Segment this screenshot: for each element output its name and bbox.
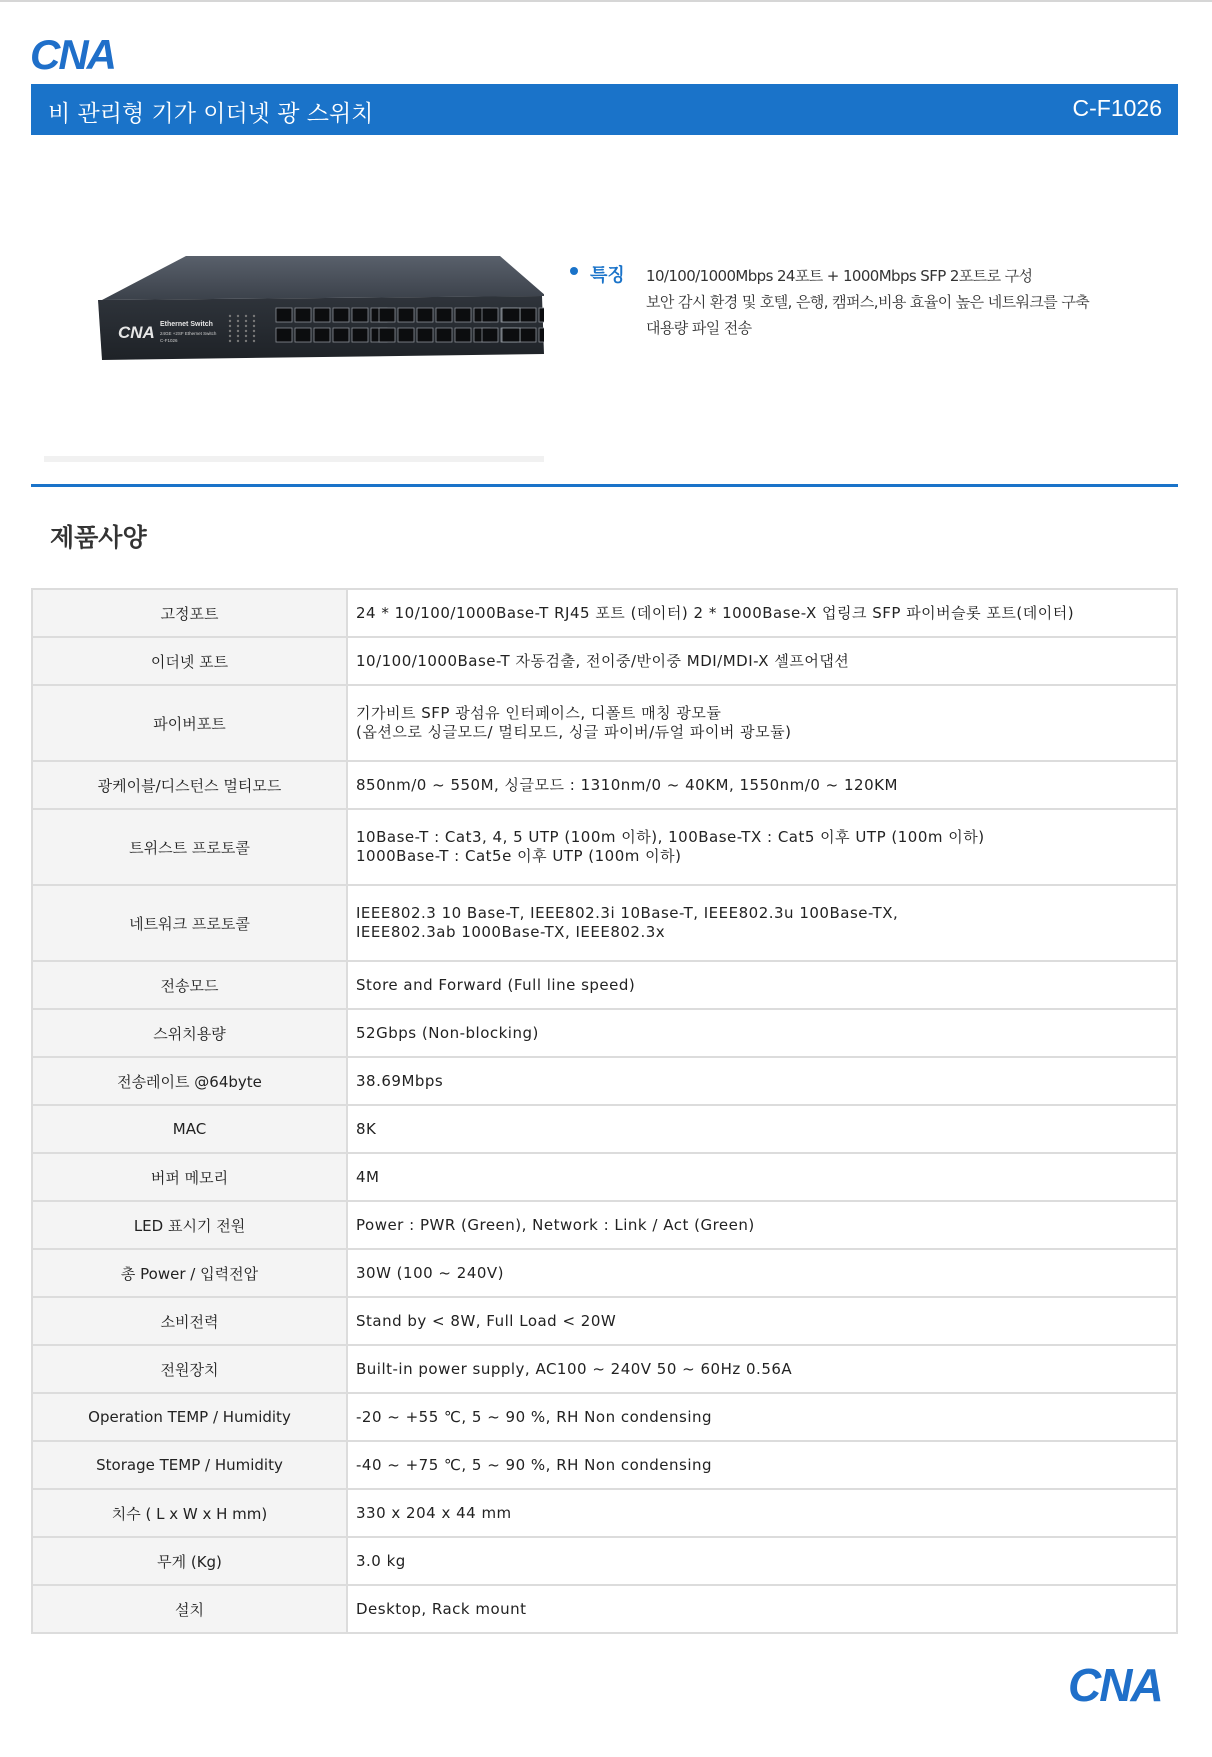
led-indicator	[237, 330, 239, 332]
spec-key: 트위스트 프로토콜	[32, 809, 347, 885]
table-row	[32, 1057, 1177, 1105]
led-indicator	[229, 330, 231, 332]
rj45-port	[379, 308, 395, 322]
led-indicator	[245, 340, 247, 342]
spec-value: 10/100/1000Base-T 자동검출, 전이중/반이중 MDI/MDI-X 셀프어댑션	[347, 637, 1177, 685]
led-indicator	[229, 325, 231, 327]
rj45-port	[295, 328, 311, 342]
rj45-port	[333, 308, 349, 322]
spec-value: 52Gbps (Non-blocking)	[347, 1009, 1177, 1057]
led-indicator	[253, 335, 255, 337]
table-row	[32, 961, 1177, 1009]
spec-value: Desktop, Rack mount	[347, 1585, 1177, 1633]
rj45-port	[436, 308, 452, 322]
rj45-port	[352, 328, 368, 342]
table-row	[32, 1345, 1177, 1393]
spec-section-title: 제품사양	[50, 523, 147, 552]
table-row	[32, 1537, 1177, 1585]
led-indicator	[237, 315, 239, 317]
spec-value: 8K	[347, 1105, 1177, 1153]
led-indicator	[237, 320, 239, 322]
rj45-port	[482, 308, 498, 322]
rj45-port	[314, 328, 330, 342]
spec-value: 4M	[347, 1153, 1177, 1201]
led-indicator	[245, 325, 247, 327]
led-indicator	[253, 320, 255, 322]
spec-key: 전원장치	[32, 1345, 347, 1393]
spec-key: 무게 (Kg)	[32, 1537, 347, 1585]
rj45-port	[352, 308, 368, 322]
table-row	[32, 1153, 1177, 1201]
spec-key: 소비전력	[32, 1297, 347, 1345]
spec-value: 330 x 204 x 44 mm	[347, 1489, 1177, 1537]
rj45-port	[276, 328, 292, 342]
table-row	[32, 1441, 1177, 1489]
table-row	[32, 1201, 1177, 1249]
spec-key: 파이버포트	[32, 685, 347, 761]
spec-value: 850nm/0 ~ 550M, 싱글모드 : 1310nm/0 ~ 40KM, 1550nm/0 ~ 120KM	[347, 761, 1177, 809]
table-row	[32, 1297, 1177, 1345]
rj45-port	[482, 328, 498, 342]
product-title: 비 관리형 기가 이더넷 광 스위치	[48, 101, 374, 127]
rj45-port	[455, 308, 471, 322]
rj45-port	[295, 308, 311, 322]
table-row	[32, 1585, 1177, 1633]
spec-value: 기가비트 SFP 광섬유 인터페이스, 디폴트 매칭 광모듈 (옵션으로 싱글모드/ 멀티모드, 싱글 파이버/듀얼 파이버 광모듈)	[347, 685, 1177, 761]
section-divider	[31, 484, 1178, 487]
spec-value: IEEE802.3 10 Base-T, IEEE802.3i 10Base-T, IEEE802.3u 100Base-TX, IEEE802.3ab 1000Base-TX, IEEE802.3x	[347, 885, 1177, 961]
spec-key: 네트워크 프로토콜	[32, 885, 347, 961]
led-indicator	[229, 315, 231, 317]
rj45-port	[276, 308, 292, 322]
spec-key: 설치	[32, 1585, 347, 1633]
rj45-port	[417, 308, 433, 322]
led-indicator	[245, 330, 247, 332]
rj45-port	[398, 308, 414, 322]
spec-value: 24 * 10/100/1000Base-T RJ45 포트 (데이터) 2 * 1000Base-X 업링크 SFP 파이버슬롯 포트(데이터)	[347, 589, 1177, 637]
spec-value: -20 ~ +55 ℃, 5 ~ 90 %, RH Non condensing	[347, 1393, 1177, 1441]
image-shadow	[44, 456, 544, 462]
led-indicator	[237, 325, 239, 327]
spec-value: Power : PWR (Green), Network : Link / Act (Green)	[347, 1201, 1177, 1249]
features-label: 특징	[590, 265, 625, 286]
table-row	[32, 685, 1177, 761]
rj45-port	[398, 328, 414, 342]
table-row	[32, 1489, 1177, 1537]
spec-key: 이더넷 포트	[32, 637, 347, 685]
rj45-port	[539, 308, 544, 322]
footer-logo: CNA	[1068, 1659, 1162, 1711]
spec-table	[31, 588, 1178, 1634]
rj45-port	[539, 328, 544, 342]
led-indicator	[253, 330, 255, 332]
switch-logo: CNA	[118, 323, 155, 342]
top-rule	[0, 0, 1212, 2]
spec-value: 3.0 kg	[347, 1537, 1177, 1585]
led-indicator	[229, 340, 231, 342]
table-row	[32, 885, 1177, 961]
rj45-port	[455, 328, 471, 342]
table-row	[32, 1105, 1177, 1153]
led-indicator	[237, 335, 239, 337]
spec-value: Store and Forward (Full line speed)	[347, 961, 1177, 1009]
led-indicator	[229, 335, 231, 337]
spec-key: 고정포트	[32, 589, 347, 637]
led-indicator	[245, 320, 247, 322]
spec-value: 38.69Mbps	[347, 1057, 1177, 1105]
table-row	[32, 1249, 1177, 1297]
product-model: C-F1026	[1072, 95, 1162, 121]
spec-key: LED 표시기 전원	[32, 1201, 347, 1249]
features-lines	[646, 263, 1089, 341]
rj45-port	[333, 328, 349, 342]
rj45-port	[520, 328, 536, 342]
spec-key: 전송모드	[32, 961, 347, 1009]
feature-bullet	[570, 267, 578, 275]
rj45-port	[379, 328, 395, 342]
feature-line: 10/100/1000Mbps 24포트 + 1000Mbps SFP 2포트로 구성	[646, 267, 1033, 285]
spec-key: 버퍼 메모리	[32, 1153, 347, 1201]
led-indicator	[245, 335, 247, 337]
table-row	[32, 761, 1177, 809]
led-indicator	[237, 340, 239, 342]
spec-key: 치수 ( L x W x H mm)	[32, 1489, 347, 1537]
rj45-port	[436, 328, 452, 342]
spec-value: Built-in power supply, AC100 ~ 240V 50 ~ 60Hz 0.56A	[347, 1345, 1177, 1393]
spec-key: 스위치용량	[32, 1009, 347, 1057]
rj45-port	[314, 308, 330, 322]
spec-key: MAC	[32, 1105, 347, 1153]
spec-key: 전송레이트 @64byte	[32, 1057, 347, 1105]
spec-key: 총 Power / 입력전압	[32, 1249, 347, 1297]
brand-logo: CNA	[30, 31, 115, 78]
table-row	[32, 589, 1177, 637]
sfp-port	[502, 308, 520, 322]
spec-value: 30W (100 ~ 240V)	[347, 1249, 1177, 1297]
spec-key: Storage TEMP / Humidity	[32, 1441, 347, 1489]
switch-sub-label: 24GE +2SF Ethernet Switch	[160, 331, 217, 336]
spec-value: 10Base-T : Cat3, 4, 5 UTP (100m 이하), 100Base-TX : Cat5 이후 UTP (100m 이하) 1000Base-T : Cat5e 이후 UTP (100m 이하)	[347, 809, 1177, 885]
sfp-port	[502, 328, 520, 342]
led-indicator	[229, 320, 231, 322]
led-indicator	[245, 315, 247, 317]
table-row	[32, 637, 1177, 685]
switch-product-image	[44, 200, 544, 460]
spec-key: 광케이블/디스턴스 멀티모드	[32, 761, 347, 809]
led-indicator	[253, 340, 255, 342]
switch-top-panel	[102, 256, 544, 300]
switch-label: Ethernet Switch	[160, 321, 213, 328]
feature-line: 대용량 파일 전송	[646, 319, 752, 337]
table-row	[32, 1393, 1177, 1441]
led-indicator	[253, 315, 255, 317]
table-row	[32, 1009, 1177, 1057]
switch-model-small: C-F1026	[160, 338, 178, 343]
rj45-port	[417, 328, 433, 342]
title-bar	[31, 84, 1178, 135]
led-indicator	[253, 325, 255, 327]
feature-line: 보안 감시 환경 및 호텔, 은행, 캠퍼스,비용 효율이 높은 네트워크를 구축	[646, 293, 1090, 311]
rj45-port	[520, 308, 536, 322]
spec-value: -40 ~ +75 ℃, 5 ~ 90 %, RH Non condensing	[347, 1441, 1177, 1489]
spec-key: Operation TEMP / Humidity	[32, 1393, 347, 1441]
table-row	[32, 809, 1177, 885]
spec-value: Stand by < 8W, Full Load < 20W	[347, 1297, 1177, 1345]
